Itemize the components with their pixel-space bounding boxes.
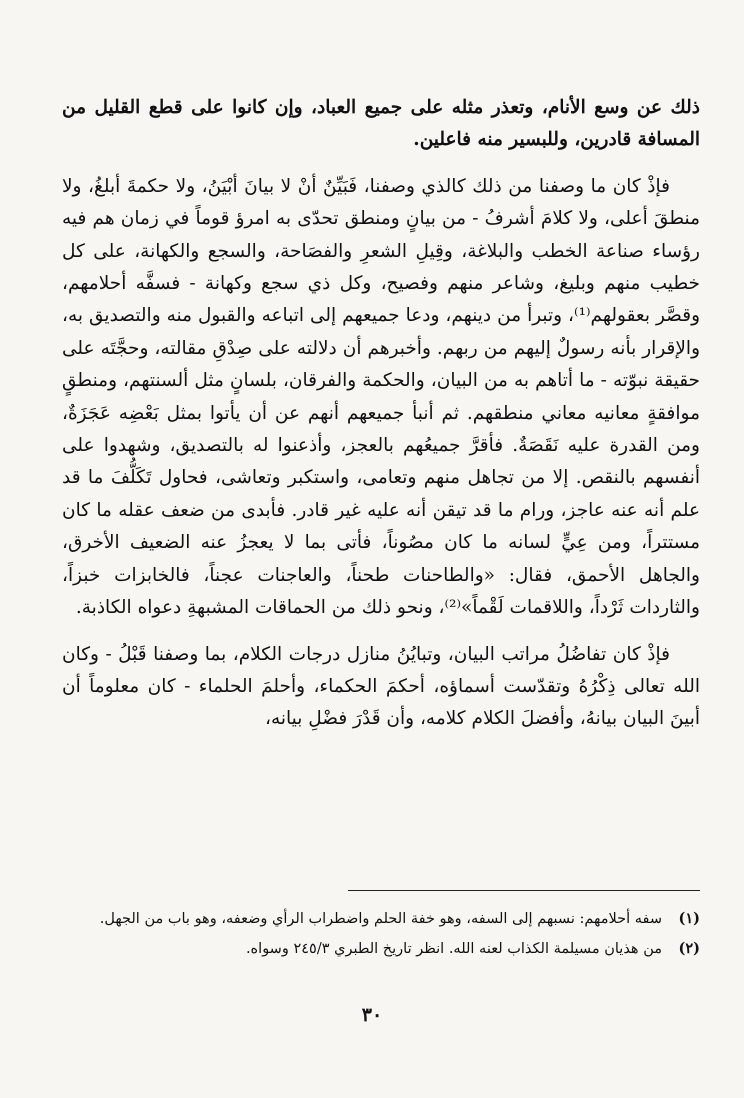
page-number: ٣٠: [361, 1004, 383, 1026]
footnote-separator: [348, 890, 700, 891]
paragraph-3: فإذْ كان تفاضُلُ مراتب البيان، وتبايُنُ منازل درجات الكلام، بما وصفنا قَبْلُ - وكان الله تعالى ذِكْرُهُ وتقدّست أسماؤه، أحكمَ الحكماء، وأحلمَ الحلماء - كان معلوماً أن أبينَ البيان بيانهُ، وأفضلَ الكلام كلامه، وأن قَدْرَ فضْلِ بيانه،: [62, 643, 700, 730]
footnote-text: سفه أحلامهم: نسبهم إلى السفه، وهو خفة الحلم واضطراب الرأي وضعفه، وهو باب من الجهل.: [99, 911, 662, 927]
paragraph-2: فإذْ كان ما وصفنا من ذلك كالذي وصفنا، فَبَيِّنٌ أنْ لا بيانَ أبْيَنُ، ولا حكمةَ أبلغُ، ولا منطقَ أعلى، ولا كلامَ أشرفُ - من بيانٍ ومنطق تحدّى به امرؤ قوماً في زمان هم فيه رؤساء صناعة الخطب والبلاغة، وقِيلِ الشعرِ والفصَاحة، والسجع والكهانة، على كل خطيب منهم وبليغ، وشاعر منهم وفصيح، وكل ذي سجع وكهانة - فسفَّه أحلامهم، وقصَّر بعقولهم⁽¹⁾، وتبرأ من دينهم، ودعا جميعهم إلى اتباعه والقبول منه والتصديق به، والإقرار بأنه رسولٌ إليهم من ربهم. وأخبرهم أن دلالته على صِدْقِ مقالته، وحجَّتَه على حقيقة نبوّته - ما أتاهم به من البيان، والحكمة والفرقان، بلسانٍ مثل ألسنتهم، ومنطقٍ موافقةٍ معانيه معاني منطقهم. ثم أنبأ جميعهم أنهم عن أن يأتوا بمثل بَعْضِه عَجَزَةٌ، ومن القدرة عليه نَقَصَةٌ. فأقرَّ جميعُهم بالعجز، وأذعنوا له بالتصديق، وشهدوا على أنفسهم بالنقص. إلا من تجاهل منهم وتعامى، واستكبر وتعاشى، فحاول تَكَلُّفَ ما قد علم أنه عنه عاجز، ورام ما قد تيقن أنه عليه غير قادر. فأبدى من ضعف عقله ما كان مستتراً، ومن عِيٍّ لسانه ما كان مصُوناً، فأتى بما لا يعجزُ عنه الضعيف الأخرق، والجاهل الأحمق، فقال: «والطاحنات طحناً، والعاجنات عجناً، فالخابزات خبزاً، والثاردات ثَرْداً، واللاقمات لَقْماً»⁽²⁾، ونحو ذلك من الحماقات المشبهةِ دعواه الكاذبة.: [62, 175, 700, 619]
main-text: [62, 92, 700, 736]
footnotes: [62, 906, 700, 966]
footnote-number: (٢): [678, 940, 700, 957]
footnote-2: [62, 936, 700, 962]
paragraph-1: ذلك عن وسع الأنام، وتعذر مثله على جميع العباد، وإن كانوا على قطع القليل من المسافة قادرين، وللبسير منه فاعلين.: [62, 97, 700, 151]
footnote-text: من هذيان مسيلمة الكذاب لعنه الله. انظر تاريخ الطبري ٢٤٥/٣ وسواه.: [245, 941, 662, 957]
footnote-1: [62, 906, 700, 932]
footnote-number: (١): [678, 910, 700, 927]
